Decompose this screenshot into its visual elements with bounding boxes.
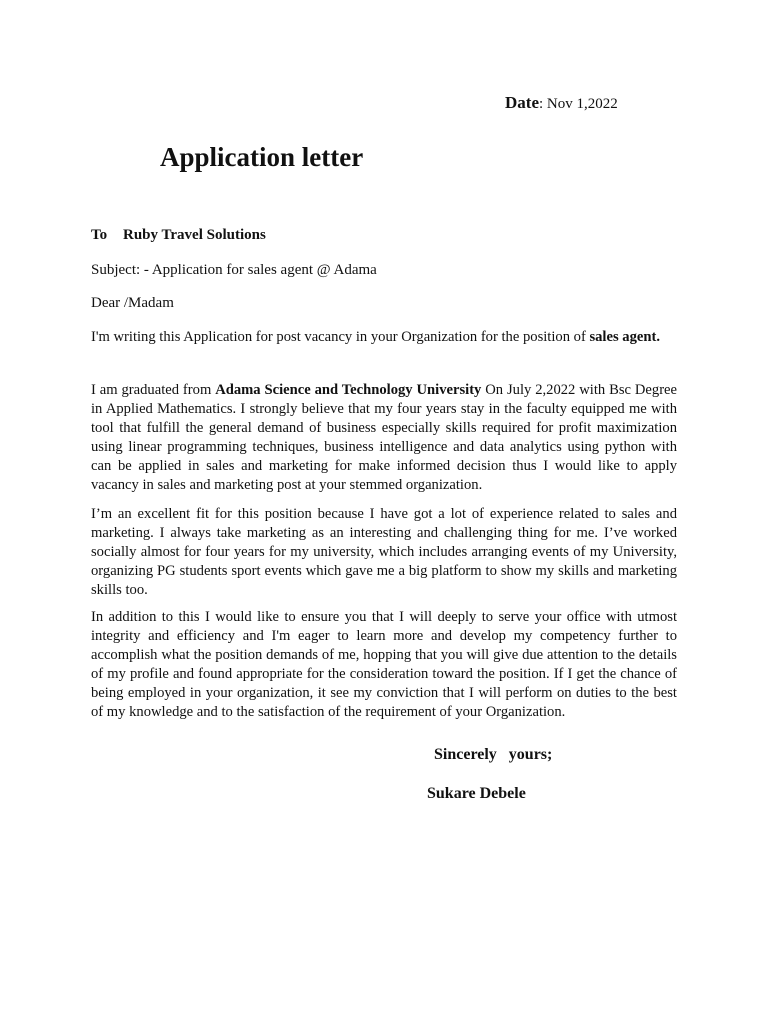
recipient-name: Ruby Travel Solutions: [123, 227, 266, 243]
education-after: On July 2,2022 with Bsc Degree in Applied Mathematics. I strongly believe that my four years stay in the faculty equipped me with tool that fulfill the general demand of business especially skills required for profit maximization using linear programming techniques, business intelligence and data analytics using python with can be applied in sales and marketing for make informed decision thus I would like to apply vacancy in sales and marketing post at your stemmed organization.: [91, 382, 678, 493]
university-name: Adama Science and Technology University: [215, 382, 482, 398]
recipient-line: [91, 227, 266, 244]
closing: Sincerely yours;: [434, 746, 553, 763]
salutation: Dear /Madam: [91, 295, 174, 311]
intro-paragraph: [91, 328, 677, 347]
signature-name: Sukare Debele: [427, 785, 526, 802]
date-value: Nov 1,2022: [546, 96, 618, 112]
experience-paragraph: I’m an excellent fit for this position because I have got a lot of experience related to sales and marketing. I always take marketing as an interesting and challenging thing for me. I’ve worked socially almost for four years for my university, which includes arranging events of my University, organizing PG students sport events which gave me a big platform to show my skills and marketing skills too.: [91, 506, 677, 598]
subject-line: Subject: - Application for sales agent @ Adama: [91, 262, 377, 278]
intro-position: sales agent.: [589, 329, 660, 345]
letter-title: Application letter: [160, 142, 364, 172]
date-label: Date: [505, 93, 539, 112]
date-separator: :: [538, 96, 547, 112]
education-paragraph: [91, 381, 677, 495]
intro-text: I'm writing this Application for post vacancy in your Organization for the position of: [91, 329, 590, 345]
commitment-paragraph: In addition to this I would like to ensure you that I will deeply to serve your office with utmost integrity and efficiency and I'm eager to learn more and develop my competency further to accomplish what the position demands of me, hopping that you will give due attention to the details of my profile and found appropriate for the consideration toward the position. If I get the chance of being employed in your organization, it see my conviction that I will perform on duties to the best of my knowledge and to the satisfaction of the requirement of your Organization.: [91, 609, 677, 720]
date-line: [505, 93, 618, 113]
education-before: I am graduated from: [91, 382, 216, 398]
recipient-label: To: [91, 227, 108, 243]
